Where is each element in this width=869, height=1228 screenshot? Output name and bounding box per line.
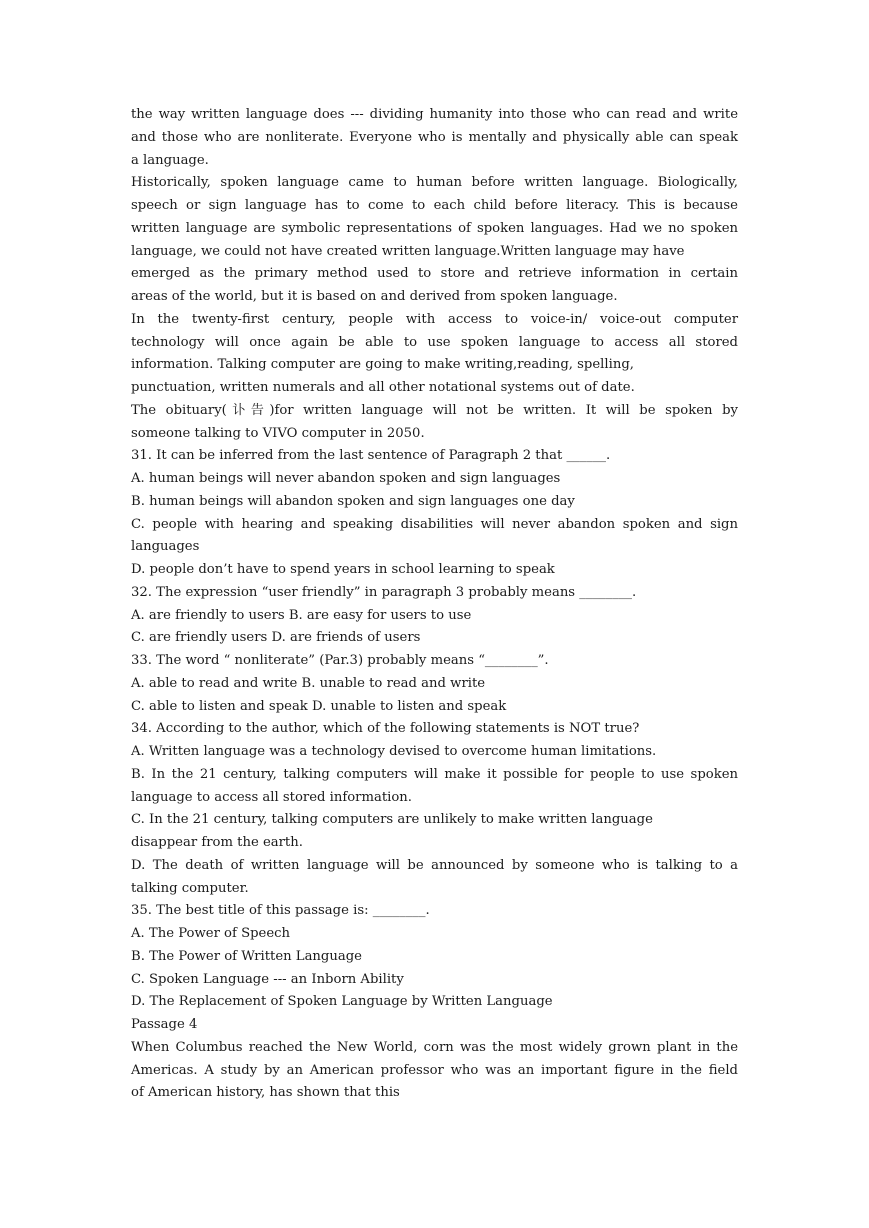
text-line: 33. The word “ nonliterate” (Par.3) probably means “________”.	[131, 653, 549, 668]
text-line: 35. The best title of this passage is: ________.	[131, 903, 430, 919]
text-line: 31. It can be inferred from the last sentence of Paragraph 2 that ______.	[131, 448, 611, 464]
text-line: C. are friendly users D. are friends of users	[131, 630, 421, 646]
text-line: D. The Replacement of Spoken Language by Written Language	[131, 994, 553, 1010]
text-line: emerged as the primary method used to store and retrieve information in certain	[131, 266, 738, 282]
text-line: A. human beings will never abandon spoken and sign languages	[131, 471, 561, 486]
text-line: C. able to listen and speak D. unable to listen and speak	[131, 698, 507, 714]
text-line: speech or sign language has to come to each child before literacy. This is because	[131, 198, 738, 213]
text-line: C. In the 21 century, talking computers are unlikely to make written language	[131, 812, 653, 828]
document-page	[131, 104, 738, 1105]
text-line: When Columbus reached the New World, corn was the most widely grown plant in the	[131, 1039, 738, 1055]
text-line: areas of the world, but it is based on and derived from spoken language.	[131, 289, 618, 304]
text-line: 34. According to the author, which of the following statements is NOT true?	[131, 721, 640, 737]
text-line: language, we could not have created written language.Written language may have	[131, 243, 685, 259]
text-line: In the twenty-first century, people with access to voice-in/ voice-out computer	[131, 311, 738, 327]
text-line: and those who are nonliterate. Everyone who is mentally and physically able can speak	[131, 129, 738, 145]
text-line: 32. The expression “user friendly” in paragraph 3 probably means ________.	[131, 584, 637, 600]
text-line: C. people with hearing and speaking disabilities will never abandon spoken and sign	[131, 516, 738, 532]
text-line: Passage 4	[131, 1017, 198, 1032]
text-line: language to access all stored information.	[131, 789, 412, 805]
text-line: written language are symbolic representations of spoken languages. Had we no spoken	[131, 220, 738, 236]
text-line: the way written language does --- dividing humanity into those who can read and write	[131, 107, 738, 122]
text-line: The obituary(讣告)for written language will not be written. It will be spoken by	[131, 402, 738, 418]
text-line: a language.	[131, 152, 209, 168]
text-line: technology will once again be able to use spoken language to access all stored	[131, 334, 738, 350]
text-line: B. In the 21 century, talking computers will make it possible for people to use spoken	[131, 766, 738, 782]
text-line: Americas. A study by an American professor who was an important figure in the field	[131, 1062, 738, 1078]
text-line: languages	[131, 539, 200, 555]
text-line: of American history, has shown that this	[131, 1085, 400, 1101]
text-line: A. Written language was a technology devised to overcome human limitations.	[131, 744, 657, 759]
text-line: B. human beings will abandon spoken and sign languages one day	[131, 493, 575, 509]
text-line: A. able to read and write B. unable to read and write	[131, 675, 486, 691]
text-line: punctuation, written numerals and all other notational systems out of date.	[131, 380, 635, 395]
text-line: B. The Power of Written Language	[131, 948, 362, 964]
text-line: C. Spoken Language --- an Inborn Ability	[131, 971, 404, 987]
text-line: Historically, spoken language came to human before written language. Biologically,	[131, 175, 738, 191]
text-line: D. people don’t have to spend years in school learning to speak	[131, 562, 555, 577]
text-line: A. The Power of Speech	[131, 926, 291, 941]
text-line: A. are friendly to users B. are easy for users to use	[131, 607, 472, 623]
text-line: information. Talking computer are going to make writing,reading, spelling,	[131, 357, 634, 373]
text-line: disappear from the earth.	[131, 835, 303, 850]
text-line: talking computer.	[131, 880, 249, 896]
text-line: D. The death of written language will be announced by someone who is talking to a	[131, 857, 738, 873]
text-line: someone talking to VIVO computer in 2050.	[131, 425, 425, 441]
